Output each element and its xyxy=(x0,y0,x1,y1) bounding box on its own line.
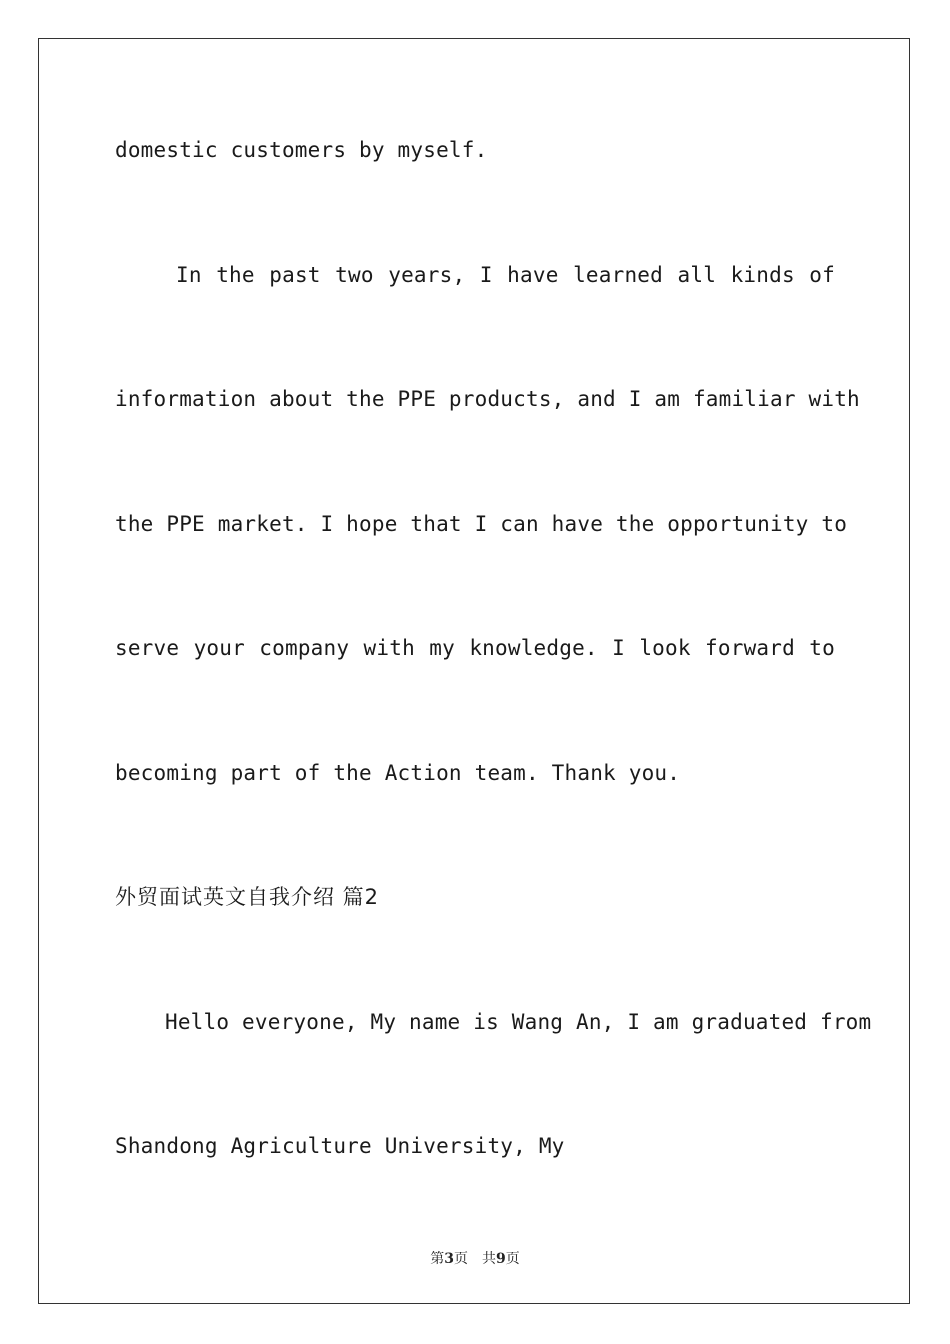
footer-total-pages: 9 xyxy=(496,1251,506,1267)
text-line: domestic customers by myself. xyxy=(115,138,488,162)
section-heading: 外贸面试英文自我介绍 篇2 xyxy=(115,885,380,909)
footer-prefix: 第 xyxy=(430,1251,445,1267)
footer-middle: 页 共 xyxy=(454,1251,496,1267)
footer-suffix: 页 xyxy=(505,1251,520,1267)
page-footer xyxy=(0,1248,950,1268)
text-line: the PPE market. I hope that I can have the opportunity to xyxy=(115,512,848,536)
text-line: Hello everyone, My name is Wang An, I am graduated from xyxy=(165,1010,872,1034)
text-line: serve your company with my knowledge. I look forward to xyxy=(115,636,835,660)
text-line: becoming part of the Action team. Thank you. xyxy=(115,761,681,785)
text-line: information about the PPE products, and I am familiar with xyxy=(115,387,860,411)
page-frame xyxy=(38,38,910,1304)
text-line: Shandong Agriculture University, My xyxy=(115,1134,565,1158)
footer-page-number: 3 xyxy=(444,1251,454,1267)
text-line: In the past two years, I have learned all kinds of xyxy=(176,263,835,287)
